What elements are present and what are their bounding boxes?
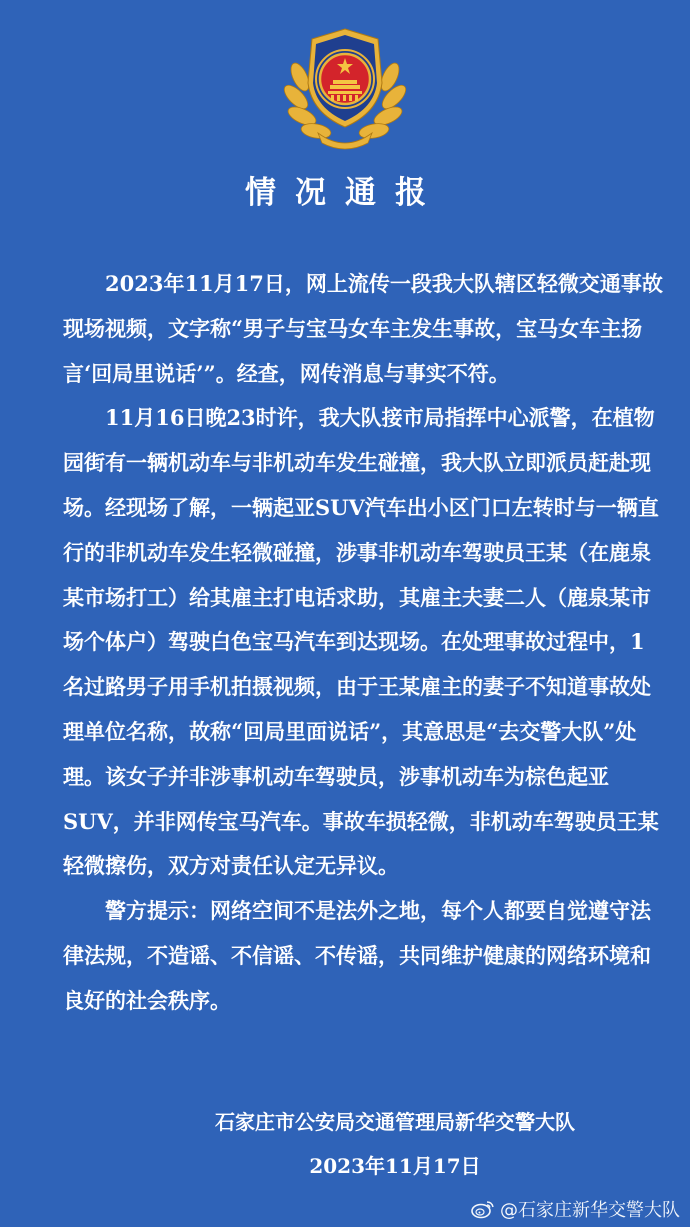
weibo-icon (471, 1199, 495, 1219)
watermark-text: @石家庄新华交警大队 (500, 1200, 680, 1221)
page-title: 情况通报 (245, 175, 445, 211)
paragraph-summary: 2023年11月17日，网上流传一段我大队辖区轻微交通事故现场视频，文字称“男子与宝马女车主发生事故，宝马女车主扬言‘回局里说话’”。经查，网传消息与事实不符。 (63, 271, 663, 386)
issue-date: 2023年11月17日 (309, 1154, 481, 1178)
paragraph-details: 11月16日晚23时许，我大队接市局指挥中心派警，在植物园街有一辆机动车与非机动车发生碰撞，我大队立即派员赶赴现场。经现场了解，一辆起亚SUV汽车出小区门口左转时与一辆直行的非机动车发生轻微碰撞，涉事非机动车驾驶员王某（在鹿泉某市场打工）给其雇主打电话求助，其雇主夫妻二人（鹿泉某市场个体户）驾驶白色宝马汽车到达现场。在处理事故过程中，1名过路男子用手机拍摄视频，由于王某雇主的妻子不知道事故处理单位名称，故称“回局里面说话”，其意思是“去交警大队”处理。该女子并非涉事机动车驾驶员，涉事机动车为棕色起亚SUV，并非网传宝马汽车。事故车损轻微，非机动车驾驶员王某轻微擦伤，双方对责任认定无异议。 (63, 405, 659, 879)
police-emblem-icon (278, 25, 412, 153)
notice-body (63, 262, 663, 1024)
signature-block (195, 1100, 595, 1188)
issuing-organization: 石家庄市公安局交通管理局新华交警大队 (215, 1110, 575, 1134)
paragraph-police-reminder: 警方提示：网络空间不是法外之地，每个人都要自觉遵守法律法规，不造谣、不信谣、不传谣，共同维护健康的网络环境和良好的社会秩序。 (63, 898, 651, 1013)
weibo-watermark (471, 1196, 680, 1222)
